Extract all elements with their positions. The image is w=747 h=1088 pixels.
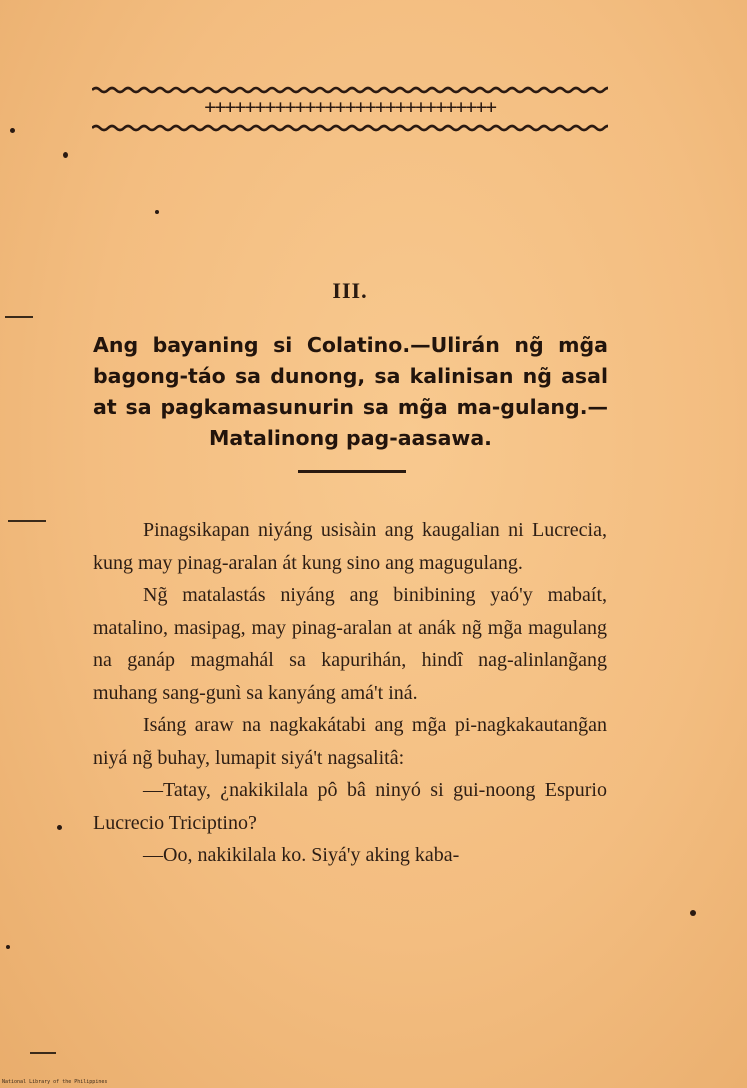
paragraph: Ng̃ matalastás niyáng ang binibining yaó'y mabaít, matalino, masipag, may pinag-aralan at anák ng̃ mg̃a magulang na ganáp magmahál sa kapurihán, hindî nag-alinlang̃ang muhang sang-gunì sa kanyáng amá't iná. bbox=[93, 584, 607, 704]
edge-mark bbox=[30, 1052, 56, 1054]
paragraph: —Oo, nakikilala ko. Siyá'y aking kaba- bbox=[143, 844, 460, 866]
ink-speck bbox=[690, 910, 696, 916]
chapter-number: III. bbox=[332, 278, 368, 303]
header-ornament bbox=[92, 84, 608, 136]
ink-speck bbox=[155, 210, 159, 214]
plus-border-row: +++++++++++++++++++++++++++++ bbox=[204, 96, 496, 118]
edge-mark bbox=[8, 520, 46, 522]
ink-speck bbox=[6, 945, 10, 949]
library-credit: National Library of the Philippines bbox=[2, 1079, 108, 1085]
heading-rule bbox=[298, 470, 406, 473]
paragraph: Pinagsikapan niyáng usisàin ang kaugalian ni Lucrecia, kung may pinag-aralan át kung sino ang magugulang. bbox=[93, 519, 607, 574]
ink-speck bbox=[63, 152, 68, 158]
paragraph: —Tatay, ¿nakikilala pô bâ ninyó si gui-noong Espurio Lucrecio Triciptino? bbox=[93, 779, 607, 834]
paragraph: Isáng araw na nagkakátabi ang mg̃a pi-nagkakautang̃an niyá ng̃ buhay, lumapit siyá't nagsalitâ: bbox=[93, 714, 607, 769]
ink-speck bbox=[57, 825, 62, 830]
chapter-heading: Ang bayaning si Colatino.—Ulirán ng̃ mg̃a bagong-táo sa dunong, sa kalinisan ng̃ asal at sa pagkamasunurin sa mg̃a ma-gulang.—Matalinong pag-aasawa. bbox=[93, 333, 608, 450]
edge-mark bbox=[5, 316, 33, 318]
ink-speck bbox=[10, 128, 15, 133]
body-text bbox=[93, 514, 607, 872]
